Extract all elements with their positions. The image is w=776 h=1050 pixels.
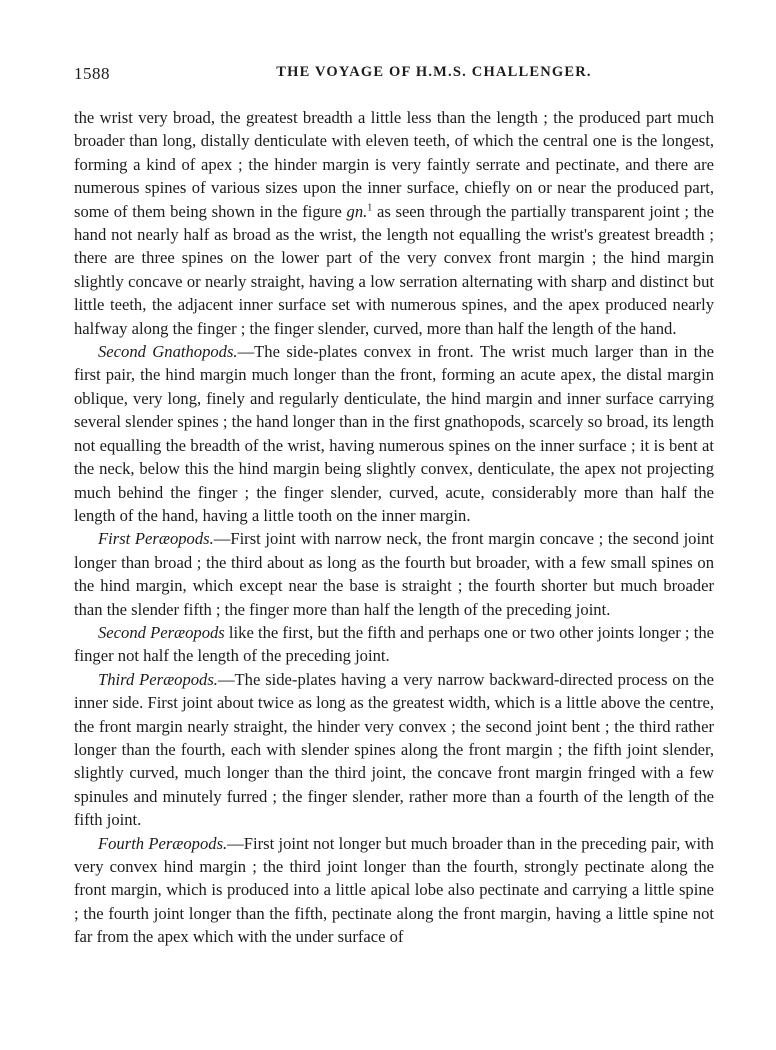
- paragraph-text: —The side-plates having a very narrow backward-directed process on the inner side. First joint about twice as long as the greatest width, which is a little above the centre, the front margin nearly straight, the hinder very convex ; the second joint bent ; the third rather longer than the fourth, each with slender spines along the front margin ; the fifth joint slender, slightly curved, much longer than the third joint, the concave front margin fringed with a few spinules and minutely furred ; the finger slender, rather more than a fourth of the length of the fifth joint.: [74, 669, 714, 830]
- paragraph-first-peraeopods: [74, 527, 714, 621]
- body-text: [74, 106, 714, 949]
- figure-reference: gn.: [346, 201, 368, 221]
- section-heading: First Peræopods.: [98, 529, 214, 549]
- paragraph-third-peraeopods: [74, 668, 714, 832]
- footnote-marker: 1: [367, 202, 373, 214]
- section-heading: Fourth Peræopods.: [98, 833, 228, 853]
- paragraph-fourth-peraeopods: [74, 832, 714, 949]
- section-heading: Second Gnathopods.: [98, 342, 238, 362]
- paragraph-second-peraeopods: [74, 621, 714, 668]
- paragraph-text: —First joint not longer but much broader than in the preceding pair, with very convex hind margin ; the third joint longer than the fourth, strongly pectinate along the front margin, which is produced into a little apical lobe also pectinate and carrying a little spine ; the fourth joint longer than the fifth, pectinate along the front margin, having a little spine not far from the apex which with the under surface of: [74, 833, 714, 947]
- paragraph-text: as seen through the partially transparent joint ; the hand not nearly half as broad as the wrist, the length not equalling the wrist's greatest breadth ; there are three spines on the lower part of the very convex front margin ; the hind margin slightly concave or nearly straight, having a low serration alternating with sharp and distinct but little teeth, the adjacent inner surface set with numerous spines, and the apex produced nearly halfway along the finger ; the finger slender, curved, more than half the length of the hand.: [74, 201, 714, 338]
- paragraph-first-gnathopods-continued: [74, 106, 714, 340]
- paragraph-text: like the first, but the fifth and perhaps one or two other joints longer ; the finger not half the length of the preceding joint.: [74, 622, 714, 666]
- page-header: [74, 60, 714, 86]
- section-heading: Third Peræopods.: [98, 669, 218, 689]
- running-title: THE VOYAGE OF H.M.S. CHALLENGER.: [276, 64, 592, 80]
- page-number: 1588: [74, 64, 110, 83]
- section-heading: Second Peræopods: [98, 622, 225, 642]
- paragraph-text: —First joint with narrow neck, the front margin concave ; the second joint longer than broad ; the third about as long as the fourth but broader, with a few small spines on the hind margin, which except near the base is straight ; the fourth shorter but much broader than the slender fifth ; the finger more than half the length of the preceding joint.: [74, 529, 714, 619]
- paragraph-text: —The side-plates convex in front. The wrist much larger than in the first pair, the hind margin much longer than the front, forming an acute apex, the distal margin oblique, very long, finely and regularly denticulate, the hind margin and inner surface carrying several slender spines ; the hand longer than in the first gnathopods, scarcely so broad, its length not equalling the breadth of the wrist, having numerous spines on the inner surface ; it is bent at the neck, below this the hind margin being slightly convex, denticulate, the apex not projecting much behind the finger ; the finger slender, curved, acute, considerably more than half the length of the hand, having a little tooth on the inner margin.: [74, 342, 714, 525]
- paragraph-second-gnathopods: [74, 340, 714, 527]
- paragraph-text: the wrist very broad, the greatest breadth a little less than the length ; the produced part much broader than long, distally denticulate with eleven teeth, of which the central one is the longest, forming a kind of apex ; the hinder margin is very faintly serrate and pectinate, and there are numerous spines of various sizes upon the inner surface, chiefly on or near the produced part, some of them being shown in the figure: [74, 108, 714, 221]
